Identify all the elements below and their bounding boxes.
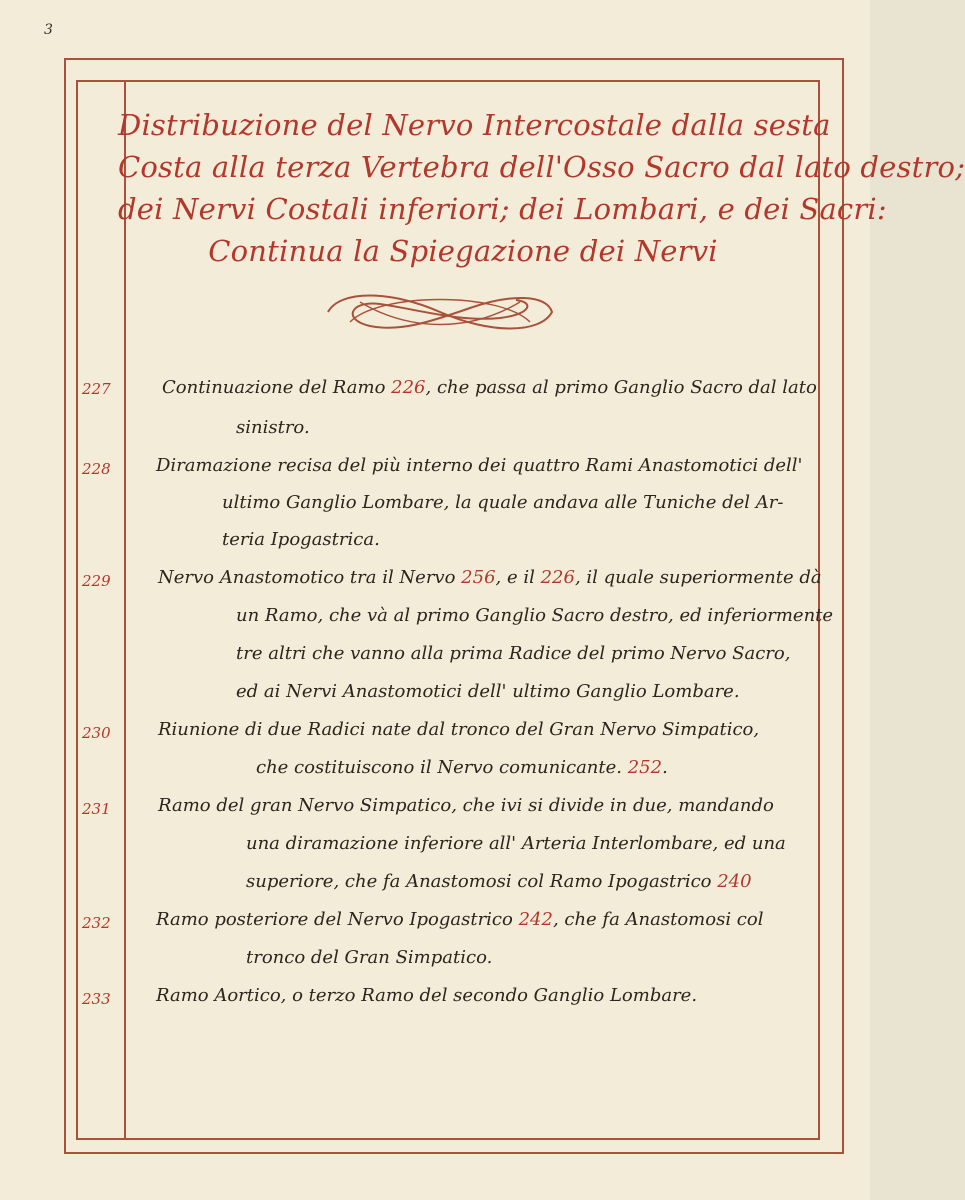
entry-number: 231: [82, 800, 111, 818]
entry-line: teria Ipogastrica.: [222, 529, 380, 550]
entry-line: Nervo Anastomotico tra il Nervo 256, e il 226, il quale superiormente dà: [158, 567, 822, 588]
reference-number: 242: [518, 909, 553, 930]
reference-number: 226: [540, 567, 575, 588]
entry-line: tre altri che vanno alla prima Radice del primo Nervo Sacro,: [236, 643, 791, 664]
entry-number: 227: [82, 380, 111, 398]
title-line-1: Distribuzione del Nervo Intercostale dalla sesta: [118, 108, 831, 142]
page-title: [118, 104, 965, 272]
title-line-3: dei Nervi Costali inferiori; dei Lombari, e dei Sacri:: [118, 192, 887, 226]
entry-line: Ramo del gran Nervo Simpatico, che ivi si divide in due, mandando: [158, 795, 774, 816]
reference-number: 226: [391, 377, 426, 398]
reference-number: 240: [717, 871, 752, 892]
entry-line: ed ai Nervi Anastomotici dell' ultimo Ganglio Lombare.: [236, 681, 740, 702]
entry-number: 230: [82, 724, 111, 742]
entry-line: superiore, che fa Anastomosi col Ramo Ipogastrico 240: [246, 871, 752, 892]
entry-line: che costituiscono il Nervo comunicante. 252.: [256, 757, 668, 778]
title-line-2: Costa alla terza Vertebra dell'Osso Sacro dal lato destro;: [118, 150, 965, 184]
entry-number: 229: [82, 572, 111, 590]
title-line-4: Continua la Spiegazione dei Nervi: [208, 234, 718, 268]
entry-line: una diramazione inferiore all' Arteria Interlombare, ed una: [246, 833, 786, 854]
entry-line: Riunione di due Radici nate dal tronco del Gran Nervo Simpatico,: [158, 719, 760, 740]
calligraphic-flourish: [320, 282, 560, 340]
entry-line: Continuazione del Ramo 226, che passa al primo Ganglio Sacro dal lato: [162, 377, 817, 398]
entry-line: ultimo Ganglio Lombare, la quale andava alle Tuniche del Ar-: [222, 492, 784, 513]
reference-number: 256: [461, 567, 496, 588]
entry-number: 233: [82, 990, 111, 1008]
page-number: 3: [44, 22, 53, 38]
entry-line: un Ramo, che và al primo Ganglio Sacro destro, ed inferiormente: [236, 605, 834, 626]
entry-number: 228: [82, 460, 111, 478]
entry-line: tronco del Gran Simpatico.: [246, 947, 493, 968]
entry-number: 232: [82, 914, 111, 932]
entry-line: Ramo posteriore del Nervo Ipogastrico 242, che fa Anastomosi col: [156, 909, 764, 930]
entry-line: Diramazione recisa del più interno dei quattro Rami Anastomotici dell': [156, 455, 803, 476]
entry-line: sinistro.: [236, 417, 310, 438]
entry-line: Ramo Aortico, o terzo Ramo del secondo Ganglio Lombare.: [156, 985, 698, 1006]
reference-number: 252: [627, 757, 663, 778]
